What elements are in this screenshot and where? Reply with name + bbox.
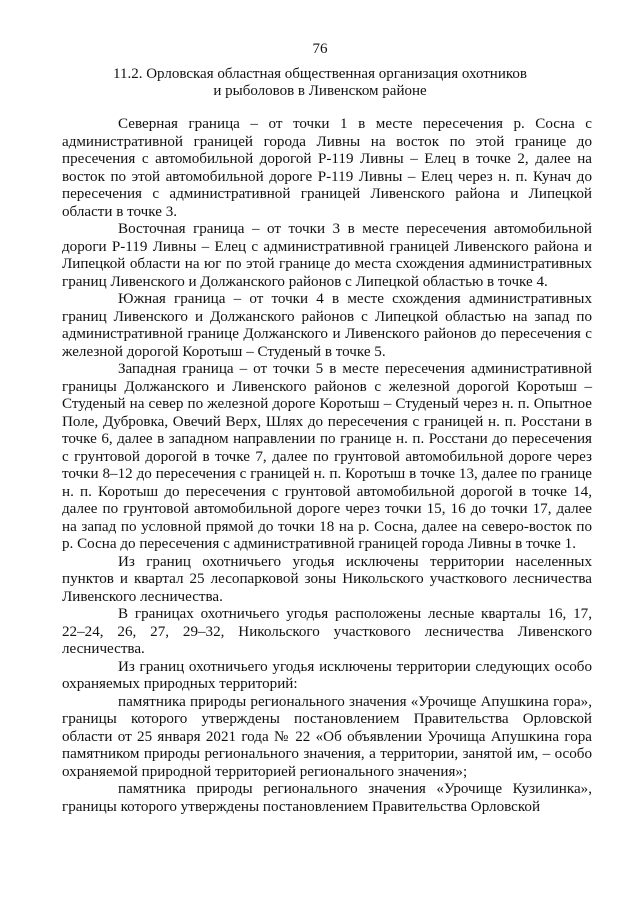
- paragraph-north-boundary: Северная граница – от точки 1 в месте пересечения р. Сосна с административной границей города Ливны на восток по этой границе до пресечения с автомобильной дорогой Р-119 Ливны – Елец в точке 2, далее на восток по этой автомобильной дороге Р-119 Ливны – Елец через н. п. Кунач до пересечения с административной границей Ливенского района и Липецкой области в точке 3.: [62, 116, 592, 220]
- paragraph-west-boundary: Западная граница – от точки 5 в месте пересечения административной границы Должанского и Ливенского районов с железной дорогой Коротыш – Студеный на север по железной дороге Коротыш – Студеный через н. п. Опытное Поле, Дубровка, Овечий Верх, Шлях до пересечения с границей н. п. Росстани в точке 6, далее в западном направлении по границе н. п. Росстани до пересечения с грунтовой дорогой в точке 7, далее по грунтовой автомобильной дороге через точки 8–12 до пересечения с границей н. п. Коротыш в точке 13, далее по границе н. п. Коротыш до пересечения с грунтовой автомобильной дорогой в точке 14, далее по грунтовой автомобильной дороге через точки 15, 16 до точки 17, далее на запад по условной прямой до точки 18 на р. Сосна, далее на северо-восток по р. Сосна до пересечения с административной границей города Ливны в точке 1.: [62, 361, 592, 552]
- page-number: 76: [312, 41, 328, 57]
- paragraph-kuzilinka: памятника природы регионального значения «Урочище Кузилинка», границы которого утверждены постановлением Правительства Орловской: [62, 781, 592, 815]
- section-heading-line-2: и рыболовов в Ливенском районе: [213, 83, 427, 99]
- paragraph-excluded-settlements: Из границ охотничьего угодья исключены территории населенных пунктов и квартал 25 лесопарковой зоны Никольского участкового лесничества Ливенского лесничества.: [62, 553, 592, 605]
- paragraph-excluded-protected-areas: Из границ охотничьего угодья исключены территории следующих особо охраняемых природных территорий:: [62, 658, 592, 692]
- paragraph-apushkina-gora: памятника природы регионального значения «Урочище Апушкина гора», границы которого утверждены постановлением Правительства Орловской области от 25 января 2021 года № 22 «Об объявлении Урочища Апушкина гора памятником природы регионального значения, а территории, занятой им, – особо охраняемой природной территорией регионального значения»;: [62, 693, 592, 780]
- section-heading-line-1: 11.2. Орловская областная общественная организация охотников: [113, 66, 527, 82]
- document-body: [62, 116, 592, 816]
- paragraph-east-boundary: Восточная граница – от точки 3 в месте пересечения автомобильной дороги Р-119 Ливны – Елец с административной границей Ливенского района и Липецкой области на юг по этой границе до места схождения административных границ Ливенского и Должанского районов с Липецкой областью в точке 4.: [62, 221, 592, 290]
- section-heading: [60, 66, 580, 100]
- paragraph-forest-quarters: В границах охотничьего угодья расположены лесные кварталы 16, 17, 22–24, 26, 27, 29–32, Никольского участкового лесничества Ливенского лесничества.: [62, 606, 592, 657]
- paragraph-south-boundary: Южная граница – от точки 4 в месте схождения административных границ Ливенского и Должанского районов с Липецкой областью на запад по административной границе Должанского и Ливенского районов до пересечения с железной дорогой Коротыш – Студеный в точке 5.: [62, 291, 592, 360]
